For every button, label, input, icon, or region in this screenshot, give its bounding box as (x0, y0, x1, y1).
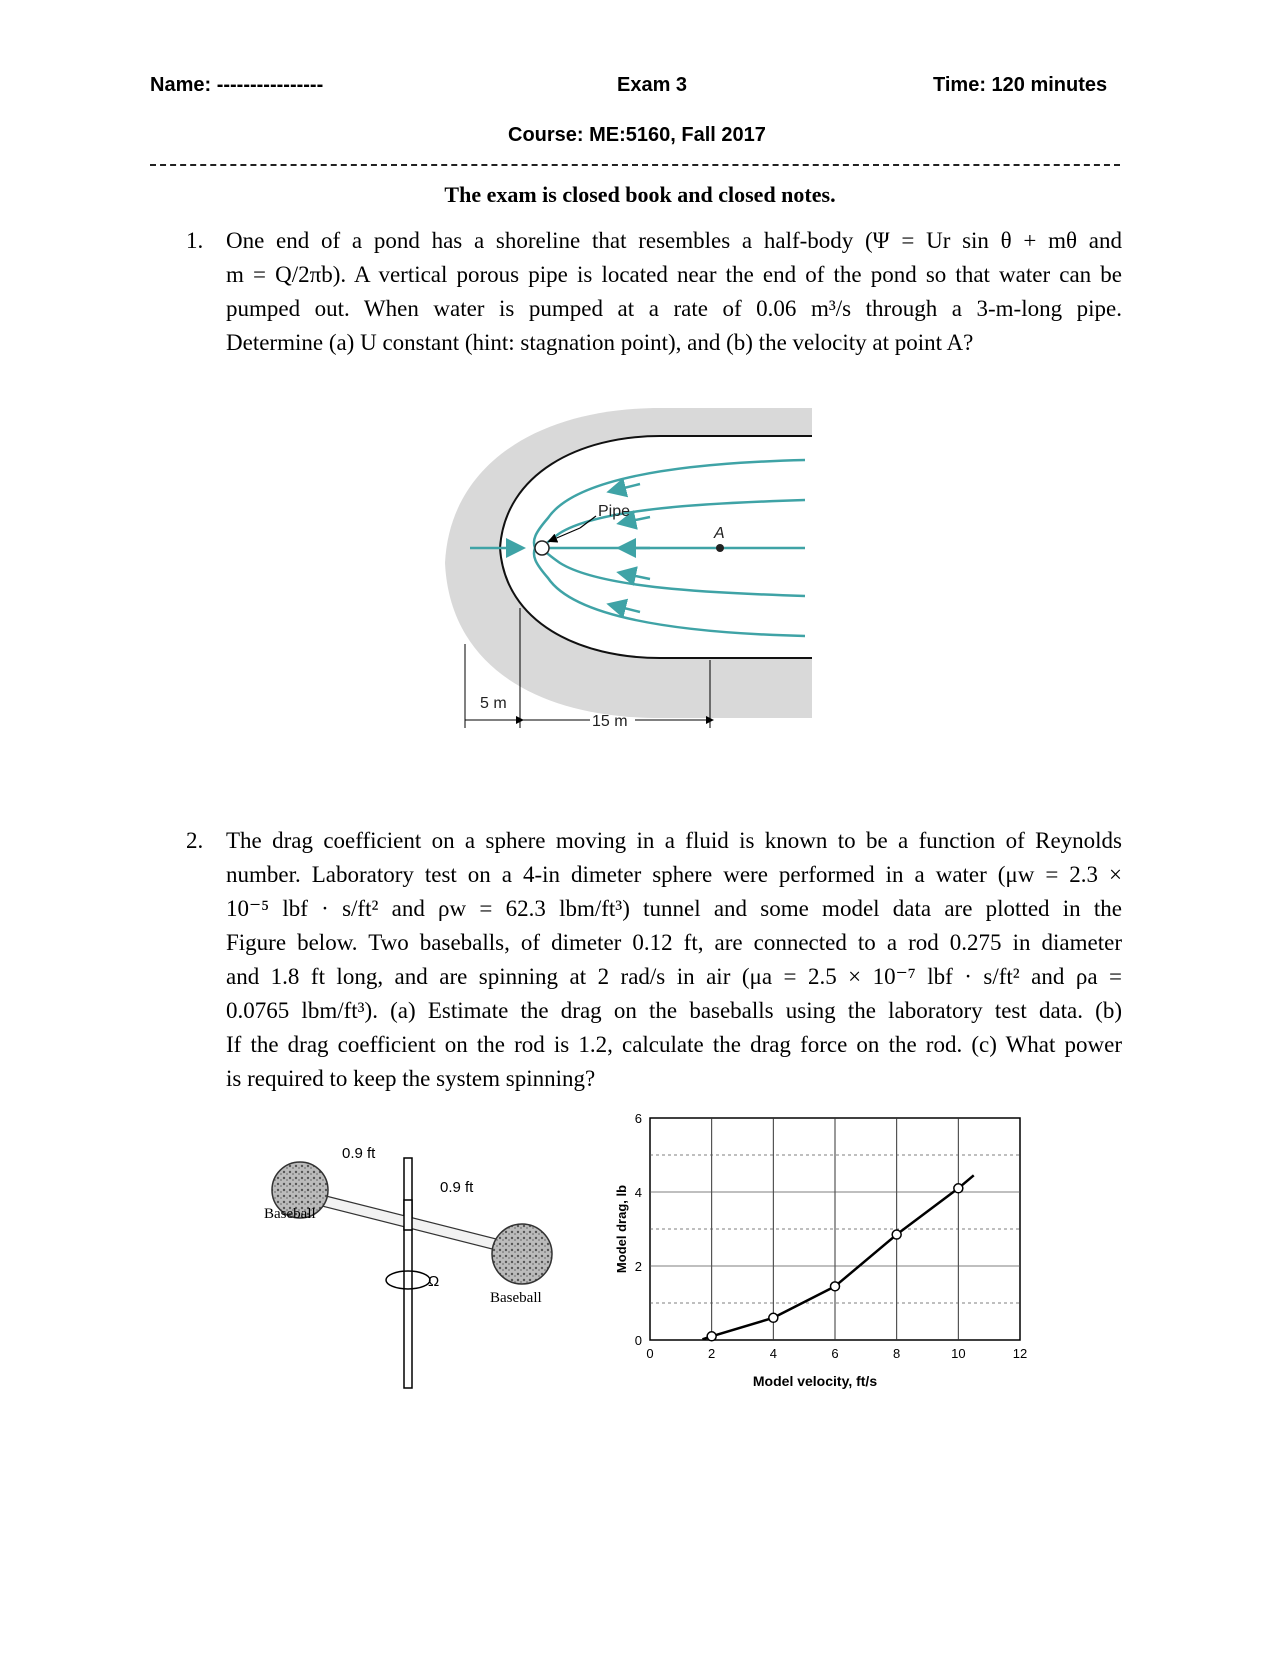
omega-label: Ω (428, 1273, 440, 1290)
question-2-line-8: is required to keep the system spinning? (226, 1066, 596, 1091)
baseball-label-right: Baseball (490, 1290, 542, 1306)
model-drag-chart (610, 1110, 1070, 1400)
question-2-line-6: 0.0765 lbm/ft³). (a) Estimate the drag on the baseballs using the laboratory test data. (b) (226, 998, 1122, 1023)
chart-y-axis-label: Model drag, lb (614, 1184, 629, 1274)
exam-title: Exam 3 (617, 74, 688, 96)
y-tick-label: 2 (634, 1259, 642, 1274)
question-1-line-3: pumped out. When water is pumped at a rate of 0.06 m³/s through a 3-m-long pipe. (226, 296, 1122, 321)
vertical-shaft (404, 1158, 412, 1388)
question-2 (186, 824, 1122, 1096)
data-point (769, 1313, 778, 1322)
y-tick-label: 4 (634, 1185, 642, 1200)
name-label: Name: ---------------- (150, 74, 324, 96)
arm-length-right: 0.9 ft (440, 1179, 474, 1196)
x-tick-label: 0 (646, 1346, 654, 1361)
pipe-marker (535, 541, 549, 555)
baseball-right (492, 1224, 552, 1284)
data-point (954, 1184, 963, 1193)
x-tick-label: 2 (708, 1346, 716, 1361)
question-number: 1. (186, 228, 204, 253)
data-point (892, 1230, 901, 1239)
shaft-front (404, 1200, 412, 1230)
x-tick-label: 4 (769, 1346, 777, 1361)
question-1-line-2: m = Q/2πb). A vertical porous pipe is located near the end of the pond so that water can be (226, 262, 1122, 287)
exam-notice: The exam is closed book and closed notes. (444, 182, 836, 207)
x-tick-label: 6 (831, 1346, 839, 1361)
question-1 (186, 224, 1122, 360)
y-tick-label: 0 (634, 1333, 642, 1348)
point-a-marker (716, 544, 724, 552)
question-2-line-4: Figure below. Two baseballs, of dimeter 0.12 ft, are connected to a rod 0.275 in diameter (226, 930, 1122, 955)
question-2-line-1: The drag coefficient on a sphere moving in a fluid is known to be a function of Reynolds (226, 828, 1122, 853)
spinning-baseballs-figure (264, 1140, 590, 1400)
question-2-line-3: 10⁻⁵ lbf · s/ft² and ρw = 62.3 lbm/ft³) tunnel and some model data are plotted in the (226, 896, 1122, 921)
chart-x-axis-label: Model velocity, ft/s (752, 1373, 878, 1389)
dim-15m-label: 15 m (592, 713, 628, 730)
question-1-line-1: One end of a pond has a shoreline that resembles a half-body (Ψ = Ur sin θ + mθ and (226, 228, 1122, 253)
point-a-label: A (714, 525, 725, 542)
chart-grid (650, 1118, 1020, 1340)
x-tick-label: 10 (951, 1346, 966, 1361)
question-1-line-4: Determine (a) U constant (hint: stagnation point), and (b) the velocity at point A? (226, 330, 974, 355)
arm-length-left: 0.9 ft (342, 1145, 376, 1162)
dim-5m-label: 5 m (480, 695, 507, 712)
baseball-label-left: Baseball (264, 1206, 316, 1222)
data-point (831, 1282, 840, 1291)
pipe-label: Pipe (598, 503, 631, 520)
question-number: 2. (186, 828, 204, 853)
course-label: Course: ME:5160, Fall 2017 (508, 124, 766, 146)
question-2-line-7: If the drag coefficient on the rod is 1.2, calculate the drag force on the rod. (c) What power (226, 1032, 1122, 1057)
header-divider (150, 164, 1120, 166)
pond-half-body-figure (420, 408, 850, 778)
question-2-line-2: number. Laboratory test on a 4-in dimeter sphere were performed in a water (μw = 2.3 × (226, 862, 1122, 887)
time-label: Time: 120 minutes (933, 74, 1108, 96)
data-point (707, 1332, 716, 1341)
x-tick-label: 12 (1012, 1346, 1028, 1361)
y-tick-label: 6 (634, 1111, 642, 1126)
x-tick-label: 8 (893, 1346, 901, 1361)
question-2-line-5: and 1.8 ft long, and are spinning at 2 rad/s in air (μa = 2.5 × 10⁻⁷ lbf · s/ft² and ρa = (226, 964, 1122, 989)
